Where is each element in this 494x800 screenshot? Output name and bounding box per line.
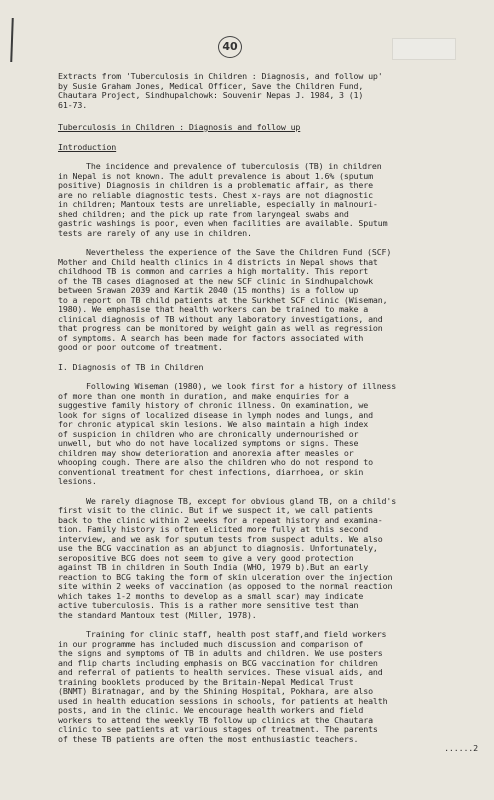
faint-stamp	[392, 38, 456, 60]
citation-line: Chautara Project, Sindhupalchowk: Souvenir Nepas J. 1984, 3 (1)	[58, 90, 364, 100]
introduction-heading: Introduction	[58, 141, 117, 152]
document-title: Tuberculosis in Children : Diagnosis and follow up	[58, 122, 301, 132]
citation-line: by Susie Graham Jones, Medical Officer, Save the Children Fund,	[58, 80, 364, 91]
section-heading: I. Diagnosis of TB in Children	[58, 361, 204, 372]
margin-pen-mark	[10, 18, 14, 62]
introduction-paragraph: Nevertheless the experience of the Save the Children Fund (SCF) Mother and Child health clinics in 4 districts in Nepal shows that childhood TB is common and carries a high mortality. This report of the TB cases diagnosed at the new SCF clinic in Sindhupalchowk between Srawan 2039 and Kartik 2040 (15 months) is a follow up to a report on TB child patients at the Surkhet SCF clinic (Wiseman, 1980). We emphasise that health workers can be trained to make a clinical diagnosis of TB without any laboratory investigations, and that progress can be monitored by weight gain as well as regression of symptoms. A search has been made for factors associated with good or poor outcome of treatment.	[58, 247, 392, 352]
page-number: 40	[218, 36, 242, 58]
introduction-paragraph: The incidence and prevalence of tuberculosis (TB) in children in Nepal is not known. The adult prevalence is about 1.6% (sputum positive) Diagnosis in children is a problematic affair, as there are no reliable diagnostic tests. Chest x-rays are not diagnostic in children; Mantoux tests are unreliable, especially in malnouri- shed children; and the pick up rate from laryngeal swabs and gastric washings is poor, even when facilities are available. Sputum tests are rarely of any use in children.	[58, 161, 388, 238]
citation-line: Extracts from 'Tuberculosis in Children : Diagnosis, and follow up'	[58, 71, 383, 81]
document-body	[58, 72, 478, 754]
continued-marker: ......2	[444, 743, 478, 753]
section-paragraph: We rarely diagnose TB, except for obvious gland TB, on a child's first visit to the clinic. But if we suspect it, we call patients back to the clinic within 2 weeks for a repeat history and examina- tion. Family history is often elicited more fully at this second interview, and we ask for sputum tests from suspect adults. We also use the BCG vaccination as an abjunct to diagnosis. Unfortunately, seropositive BCG does not seem to give a very good protection against TB in children in South India (WHO, 1979 b).But an early reaction to BCG taking the form of skin ulceration over the injection site within 2 weeks of vaccination (as opposed to the normal reaction which takes 1-2 months to develop as a small scar) may indicate active tuberculosis. This is a rather more sensitive test than the standard Mantoux test (Miller, 1978).	[58, 495, 397, 620]
citation-line: 61-73.	[58, 99, 88, 110]
section-paragraph: Following Wiseman (1980), we look first for a history of illness of more than one month in duration, and make enquiries for a suggestive family history of chronic illness. On examination, we look for signs of localized disease in lymph nodes and lungs, and for chronic atypical skin lesions. We also maintain a high index of suspicion in children who are chronically undernourished or unwell, but who do not have localized symptoms or signs. These children may show deterioration and anorexia after measles or whooping cough. There are also the children who do not respond to conventional treatment for chest infections, diarrhoea, or skin lesions.	[58, 381, 397, 486]
source-citation	[58, 72, 478, 110]
section-paragraph: Training for clinic staff, health post staff,and field workers in our programme has included much discussion and comparison of the signs and symptoms of TB in adults and children. We use posters and flip charts including emphasis on BCG vaccination for children and referral of patients to health services. These visual aids, and training booklets produced by the Britain-Nepal Medical Trust (BNMT) Biratnagar, and by the Shining Hospital, Pokhara, are also used in health education sessions in schools, for patients at health posts, and in the clinic. We encourage health workers and field workers to attend the weekly TB follow up clinics at the Chautara clinic to see patients at various stages of treatment. The parents of these TB patients are often the most enthusiastic teachers.	[58, 629, 388, 744]
